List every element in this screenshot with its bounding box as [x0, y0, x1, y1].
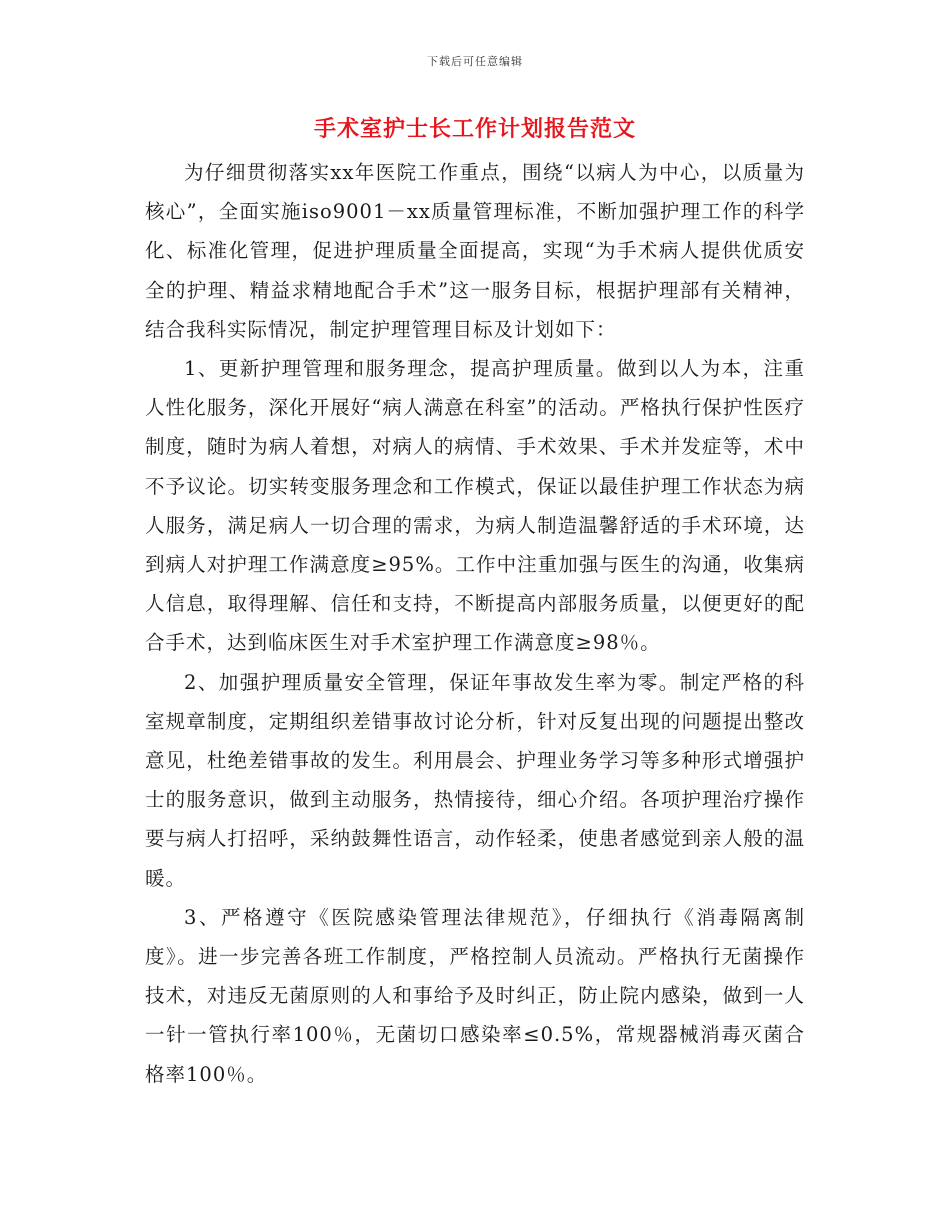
- paragraph-intro: 为仔细贯彻落实xx年医院工作重点，围绕“以病人为中心，以质量为核心”，全面实施iso9001－xx质量管理标准，不断加强护理工作的科学化、标准化管理，促进护理质量全面提高，实现“为手术病人提供优质安全的护理、精益求精地配合手术”这一服务目标，根据护理部有关精神，结合我科实际情况，制定护理管理目标及计划如下：: [145, 161, 805, 341]
- header-note: 下载后可任意编辑: [427, 55, 523, 68]
- paragraph-item-1: 1、更新护理管理和服务理念，提高护理质量。做到以人为本，注重人性化服务，深化开展好“病人满意在科室”的活动。严格执行保护性医疗制度，随时为病人着想，对病人的病情、手术效果、手术并发症等，术中不予议论。切实转变服务理念和工作模式，保证以最佳护理工作状态为病人服务，满足病人一切合理的需求，为病人制造温馨舒适的手术环境，达到病人对护理工作满意度≥95%。工作中注重加强与医生的沟通，收集病人信息，取得理解、信任和支持，不断提高内部服务质量，以便更好的配合手术，达到临床医生对手术室护理工作满意度≥98％。: [145, 357, 805, 655]
- paragraph-item-3: 3、严格遵守《医院感染管理法律规范》，仔细执行《消毒隔离制度》。进一步完善各班工作制度，严格控制人员流动。严格执行无菌操作技术，对违反无菌原则的人和事给予及时纠正，防止院内感染，做到一人一针一管执行率100％，无菌切口感染率≤0.5%，常规器械消毒灭菌合格率100％。: [145, 905, 805, 1086]
- document-body: [145, 153, 805, 1094]
- paragraph-item-2: 2、加强护理质量安全管理，保证年事故发生率为零。制定严格的科室规章制度，定期组织差错事故讨论分析，针对反复出现的问题提出整改意见，杜绝差错事故的发生。利用晨会、护理业务学习等多种形式增强护士的服务意识，做到主动服务，热情接待，细心介绍。各项护理治疗操作要与病人打招呼，采纳鼓舞性语言，动作轻柔，使患者感觉到亲人般的温暖。: [145, 670, 805, 890]
- document-title: 手术室护士长工作计划报告范文: [313, 116, 636, 142]
